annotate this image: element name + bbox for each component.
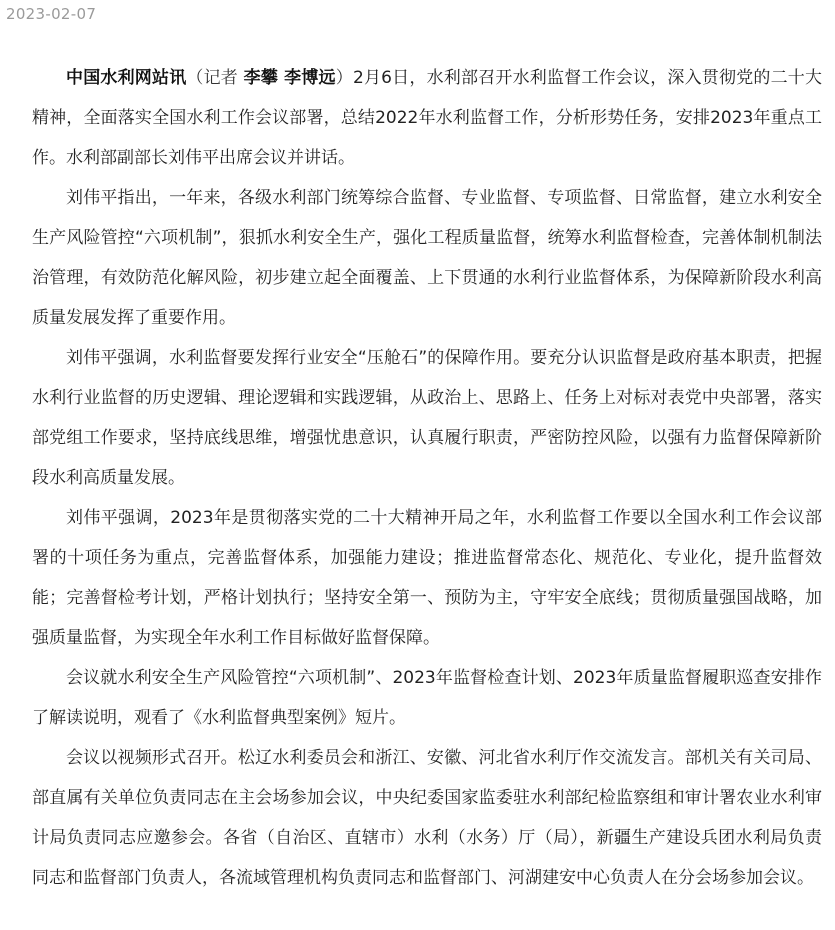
body-paragraph-4: 会议就水利安全生产风险管控“六项机制”、2023年监督检查计划、2023年质量监督履职巡查安排作了解读说明，观看了《水利监督典型案例》短片。	[32, 668, 822, 728]
lead-text: 2月6日，水利部召开水利监督工作会议，深入贯彻党的二十大精神，全面落实全国水利工作会议部署，总结2022年水利监督工作，分析形势任务，安排2023年重点工作。水利部副部长刘伟平出席会议并讲话。	[32, 68, 823, 168]
body-paragraph-3: 刘伟平强调，2023年是贯彻落实党的二十大精神开局之年，水利监督工作要以全国水利工作会议部署的十项任务为重点，完善监督体系，加强能力建设；推进监督常态化、规范化、专业化，提升监督效能；完善督检考计划，严格计划执行；坚持安全第一、预防为主，守牢安全底线；贯彻质量强国战略，加强质量监督，为实现全年水利工作目标做好监督保障。	[32, 508, 822, 648]
body-paragraph-1: 刘伟平指出，一年来，各级水利部门统筹综合监督、专业监督、专项监督、日常监督，建立水利安全生产风险管控“六项机制”，狠抓水利安全生产，强化工程质量监督，统筹水利监督检查，完善体制机制法治管理，有效防范化解风险，初步建立起全面覆盖、上下贯通的水利行业监督体系，为保障新阶段水利高质量发展发挥了重要作用。	[32, 188, 822, 328]
reporter-prefix: （记者	[186, 68, 244, 88]
reporter-suffix: ）	[335, 68, 353, 88]
article-body	[32, 58, 822, 898]
body-paragraph-5: 会议以视频形式召开。松辽水利委员会和浙江、安徽、河北省水利厅作交流发言。部机关有关司局、部直属有关单位负责同志在主会场参加会议，中央纪委国家监委驻水利部纪检监察组和审计署农业水利审计局负责同志应邀参会。各省（自治区、直辖市）水利（水务）厅（局），新疆生产建设兵团水利局负责同志和监督部门负责人，各流域管理机构负责同志和监督部门、河湖建安中心负责人在分会场参加会议。	[32, 748, 822, 888]
reporter-names: 李攀 李博远	[243, 68, 336, 88]
body-paragraph-2: 刘伟平强调，水利监督要发挥行业安全“压舱石”的保障作用。要充分认识监督是政府基本职责，把握水利行业监督的历史逻辑、理论逻辑和实践逻辑，从政治上、思路上、任务上对标对表党中央部署，落实部党组工作要求，坚持底线思维，增强忧患意识，认真履行职责，严密防控风险，以强有力监督保障新阶段水利高质量发展。	[32, 348, 822, 488]
news-source: 中国水利网站讯	[66, 68, 187, 88]
publish-date: 2023-02-07	[6, 5, 97, 23]
lead-paragraph	[32, 58, 822, 178]
